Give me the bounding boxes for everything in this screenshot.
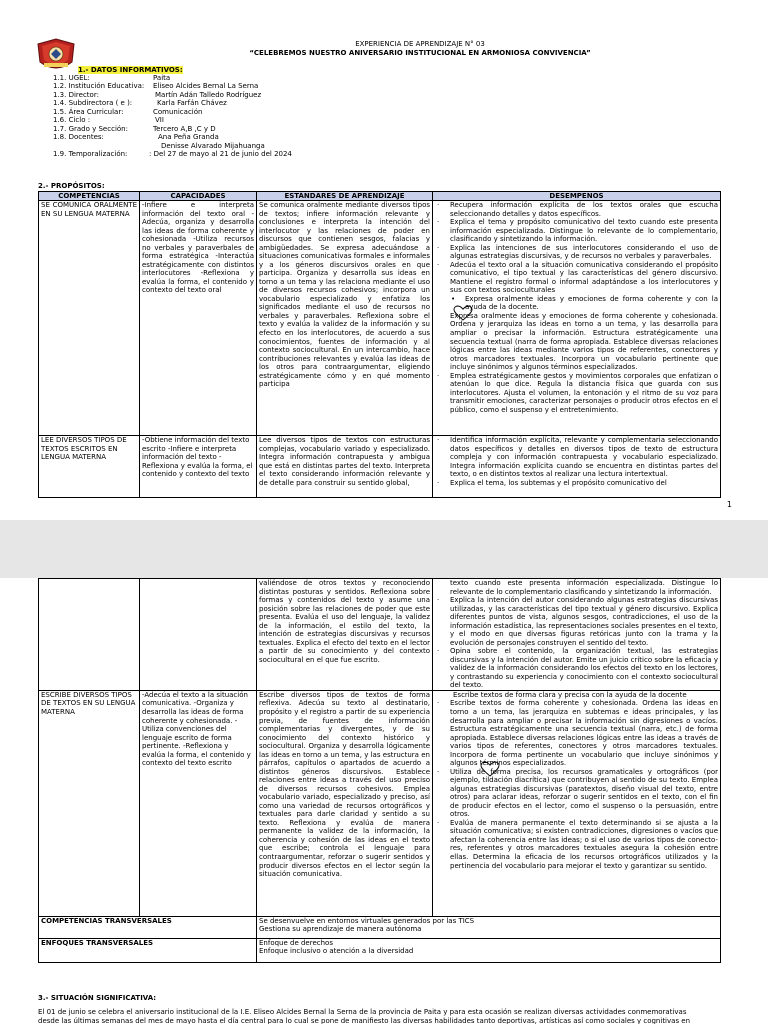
desempeno-item: Escribe textos de forma clara y precisa con la ayuda de la docente — [453, 690, 687, 699]
school-crest-logo — [36, 38, 76, 74]
document-header — [120, 40, 720, 57]
col-competencias: COMPETENCIAS — [39, 192, 140, 201]
transversales-label: COMPETENCIAS TRANSVERSALES — [39, 916, 257, 938]
page-number: 1 — [726, 500, 732, 509]
estandares-lee: Lee diversos tipos de textos con estructuras complejas, vocabulario variado y especializado. Integra información contrapuesta y ambigua que está en distintas partes del texto. Interpreta el texto considerando información relevante y de detalle para construir su sentido global, — [257, 436, 433, 498]
capacidades-lee-cont — [140, 579, 257, 691]
col-estandares: ESTÁNDARES DE APRENDIZAJE — [257, 192, 433, 201]
enfoques-label: ENFOQUES TRANSVERSALES — [39, 938, 257, 962]
desempeno-item: · Adecúa el texto oral a la situación comunicativa considerando el propósito comunicativo, el tipo textual y las características del género discursivo. Mantiene el registro formal o informal adaptándose a los interlocutores y sus con textos socioculturales — [435, 261, 718, 295]
desempenos-escribe — [433, 690, 721, 916]
desempeno-item: · Escribe textos de forma coherente y cohesionada. Ordena las ideas en torno a un tema, las jerarquiza en subtemas e ideas principales, y las desarrolla para ampliar o precisar la información sin digresiones o vacíos. Estructura estratégicamente una secuencia textual (narra, etc.) de forma apropiada. Establece diversas relaciones lógicas entre las ideas a través de varios tipos de referentes, conectores y otros marcadores textuales. Incorpora de forma pertinente un vocabulario que incluye sinónimos y algunos términos especializados. — [435, 699, 718, 767]
competencia-lee: LEE DIVERSOS TIPOS DE TEXTOS ESCRITOS EN LENGUA MATERNA — [39, 436, 140, 498]
experience-title: “CELEBREMOS NUESTRO ANIVERSARIO INSTITUCIONAL EN ARMONIOSA CONVIVENCIA” — [249, 48, 591, 57]
desempenos-lee — [433, 436, 721, 498]
heart-icon — [453, 305, 473, 321]
desempeno-item: · Explica el tema y propósito comunicativo del texto cuando este presenta información especializada. Distingue lo relevante de lo complementario, clasificando y sintetizando la información. — [435, 218, 718, 244]
capacidades-oral: -Infiere e interpreta información del texto oral -Adecúa, organiza y desarrolla las ideas de forma coherente y cohesionada -Utiliza recursos no verbales y paraverbales de forma estratégica -Interactúa estratégicamente con distintos interlocutores -Reflexiona y evalúa la forma, el contenido y contexto del texto oral — [140, 201, 257, 436]
estandares-oral: Se comunica oralmente mediante diversos tipos de textos; infiere información relevante y conclusiones e interpreta la intención del interlocutor y las relaciones de poder en discursos que contienen sesgos, falacias y ambigüedades. Se expresa adecuándose a situaciones comunicativas formales e informales y a los géneros discursivos orales en que participa. Organiza y desarrolla sus ideas en torno a un tema y las relaciona mediante el uso de diversos recursos cohesivos; incorpora un vocabulario especializado y enfatiza los significados mediante el uso de recursos no verbales y paraverbales. Reflexiona sobre el texto y evalúa la validez de la información y su efecto en los interlocutores, de acuerdo a sus conocimientos, fuentes de información y al contexto sociocultural. En un intercambio, hace contribuciones relevantes y evalúa las ideas de los otros para contraargumentar, eligiendo estratégicamente cómo y en qué momento participa — [257, 201, 433, 436]
transversales-items — [257, 916, 721, 938]
page-2 — [0, 578, 768, 1024]
col-capacidades: CAPACIDADES — [140, 192, 257, 201]
propositos-table — [38, 191, 721, 498]
desempenos-oral — [433, 201, 721, 436]
desempenos-lee-cont — [433, 579, 721, 691]
desempeno-item: · Opina sobre el contenido, la organización textual, las estrategias discursivas y la intención del autor. Emite un juicio crítico sobre la eficacia y validez de la información considerando los efectos del texto en los lectores, y contrastando su experiencia y conocimiento con el contexto sociocultural del texto. — [435, 647, 718, 690]
enfoque-item: Enfoque de derechos — [259, 938, 333, 947]
desempeno-item: · Explica las intenciones de sus interlocutores considerando el uso de algunas estrategias discursivas, y de recursos no verbales y paraverbales. — [435, 244, 718, 261]
desempeno-item: · Explica el tema, los subtemas y el propósito comunicativo del — [435, 479, 718, 488]
transversal-item: Gestiona su aprendizaje de manera autónoma — [259, 925, 422, 934]
enfoques-items — [257, 938, 721, 962]
enfoque-item: Enfoque inclusivo o atención a la diversidad — [259, 947, 414, 956]
estandares-lee-cont: valiéndose de otros textos y reconociendo distintas posturas y sentidos. Reflexiona sobre formas y contenidos del texto y asume una posición sobre las relaciones de poder que este presenta. Evalúa el uso del lenguaje, la validez de la información, el estilo del texto, la intención de estrategias discursivas y recursos textuales. Explica el efecto del texto en el lector a partir de su conocimiento y del contexto sociocultural en el que fue escrito. — [257, 579, 433, 691]
competencia-lee-cont — [39, 579, 140, 691]
heart-icon — [480, 761, 500, 777]
propositos-title: 2.- PROPÓSITOS: — [38, 182, 105, 190]
capacidades-lee: -Obtiene información del texto escrito -Infiere e interpreta información del texto -Reflexiona y evalúa la forma, el contenido y contexto del texto — [140, 436, 257, 498]
transversal-item: Se desenvuelve en entornos virtuales generados por las TICS — [259, 916, 475, 925]
col-desempenos: DESEMPEÑOS — [433, 192, 721, 201]
desempeno-item: · Recupera información explícita de los textos orales que escucha seleccionando detalles y datos específicos. — [435, 201, 718, 218]
desempeno-item: · Evalúa de manera permanente el texto determinando si se ajusta a la situación comunicativa; si existen contradicciones, digresiones o vacíos que afectan la coherencia entre las ideas; o si el uso de varios tipos de conecto-res, referentes y otros marcadores textuales asegura la cohesión entre ellas. Determina la eficacia de los recursos ortográficos utilizados y la pertinencia del vocabulario para mejorar el texto y garantizar su sentido. — [435, 819, 718, 870]
desempeno-item: · Emplea estratégicamente gestos y movimientos corporales que enfatizan o atenúan lo que dice. Regula la distancia física que guarda con sus interlocutores. Ajusta el volumen, la entonación y el ritmo de su voz para transmitir emociones, caracterizar personajes o producir otros efectos en el público, como el suspenso y el entretenimiento. — [435, 372, 718, 415]
desempeno-item: · Utiliza de forma precisa, los recursos gramaticales y ortográficos (por ejemplo, tildación diacrítica) que contribuyen al sentido de su texto. Emplea algunas estrategias discursivas (paratextos, diseño visual del texto, entre otros) para aclarar ideas, reforzar o sugerir sentidos en el texto, con el fin de producir efectos en el lector, como el suspenso o la persuasión, entre otros. — [435, 768, 718, 819]
desempeno-item: · Identifica información explícita, relevante y complementaria seleccionando datos específicos y detalles en diversos tipos de texto de estructura compleja y con información contrapuesta y vocabulario especializado. Integra información explícita cuando se encuentra en distintas partes del texto, o en distintos textos al realizar una lectura intertextual. — [435, 436, 718, 479]
experience-number: EXPERIENCIA DE APRENDIZAJE N° 03 — [355, 40, 485, 48]
situacion-title: 3.- SITUACIÓN SIGNIFICATIVA: — [38, 994, 157, 1002]
desempeno-item: Expresa oralmente ideas y emociones de forma coherente y cohesionada. Ordena y jerarquiza las ideas en torno a un tema, y las desarrolla para ampliar o precisar la información. Estructura estratégicamente una secuencia textual (narra de forma apropiada. Establece diversas relaciones lógicas entre las ideas mediante varios tipos de referentes, conectores y otros marcadores textuales. Incorpora un vocabulario pertinente que incluye sinónimos y algunos términos especializados. — [450, 311, 718, 372]
desempeno-item: · Explica la intención del autor considerando algunas estrategias discursivas utilizadas, y las características del tipo textual y género discursivo. Explica diferentes puntos de vista, algunos sesgos, contradicciones, el uso de la información estadística, las representaciones sociales presentes en el texto, y el modo en que diversas figuras retóricas junto con la trama y la evolución de personajes construyen el sentido del texto. — [435, 596, 718, 647]
page-1: EXPERIENCIA DE APRENDIZAJE N° 03 “CELEBREMOS NUESTRO ANIVERSARIO INSTITUCIONAL EN ARMONIOSA CONVIVENCIA” 1.- DATOS INFORMATIVOS: 1.1. UGEL: Paita 1.2. Institución Educativa: Eliseo Alcides Bernal La Serna 1.3. Director: Martín Adán Talledo Rodríguez 1.4. Subdirectora ( e ): Karla Farfán Chávez 1.5. Área Curricular: Comunicación 1.6. Ciclo : VII 1.7. Grado y Sección: Tercero A,B ,C y D 1.8. Docentes: Ana Peña Granda Denisse Alvarado Mijahuanga 1.9. Temporalización: : Del 27 de mayo al 21 de junio del 2024 2.- PROPÓSITOS: COMPETENCIAS CAPACIDADES ESTÁNDARES DE APRENDIZAJE DESEMPEÑOS SE COMUNICA ORALMENTE EN SU LENGUA MATERNA -Infiere e interpreta información del texto oral -Adecúa, organiza y desarrolla las ideas de forma coherente y cohesionada -Utiliza recursos no verbales y paraverbales de forma estratégica -Interactúa estratégicamente con distintos interlocutores -Reflexiona y evalúa la forma, el contenido y contexto del texto oral Se comunica oralmente mediante diversos tipos de textos; infiere información relevante y conclusiones e interpreta la intención del interlocutor y las relaciones de poder en discursos que contienen sesgos, falacias y ambigüedades. Se expresa adecuándose a situaciones comunicativas formales e informales y a los géneros discursivos orales en que participa. Organiza y desarrolla sus ideas en torno a un tema y las relaciona mediante el uso de diversos recursos cohesivos; incorpora un vocabulario especializado y enfatiza los significados mediante el uso de recursos no verbales y paraverbales. Reflexiona sobre el texto y evalúa la validez de la información y su efecto en los interlocutores, de acuerdo a sus conocimientos, fuentes de información y al contexto sociocultural. En un intercambio, hace contribuciones relevantes y evalúa las ideas de los otros para contraargumentar, eligiendo estratégicamente cómo y en qué momento participa · Recupera información explícita de los textos orales que escucha seleccionando detalles y datos específicos. · Explica el tema y propósito comunicativo del texto cuando este presenta información especializada. Distingue lo relevante de lo complementario, clasificando y sintetizando la información. · Explica las intenciones de sus interlocutores considerando el uso de algunas estrategias discursivas, y de recursos no verbales y paraverbales. · Adecúa el texto oral a la situación comunicativa considerando el propósito comunicativo, el tipo textual y las características del género discursivo. Mantiene el registro formal o informal adaptándose a los interlocutores y sus con textos socioculturales • Expresa oralmente ideas y emociones de forma coherente y con la ayuda de la docente. Expresa oralmente ideas y emociones de forma coherente y cohesionada. Ordena y jerarquiza las ideas en torno a un tema, y las desarrolla para ampliar o precisar la información. Estructura estratégicamente una secuencia textual (narra de forma apropiada. Establece diversas relaciones lógicas entre las ideas mediante varios tipos de referentes, conectores y otros marcadores textuales. Incorpora un vocabulario pertinente que incluye sinónimos y algunos términos especializados. · Emplea estratégicamente gestos y movimientos corporales que enfatizan o atenúan lo que dice. Regula la distancia física que guarda con sus interlocutores. Ajusta el volumen, la entonación y el ritmo de su voz para transmitir emociones, caracterizar personajes o producir otros efectos en el público, como el suspenso y el entretenimiento. LEE DIVERSOS TIPOS DE TEXTOS ESCRITOS EN LENGUA MATERNA -Obtiene información del texto escrito -Infiere e interpreta información del texto -Reflexiona y evalúa la forma, el contenido y contexto del texto Lee diversos tipos de textos con estructuras complejas, vocabulario variado y especializado. Integra información contrapuesta y ambigua que está en distintas partes del texto. Interpreta el texto considerando información relevante y de detalle para construir su sentido global, · Identifica información explícita, relevante y complementaria seleccionando datos específicos y detalles en diversos tipos de texto de estructura compleja y con información contrapuesta y vocabulario especializado. Integra información explícita cuando se encuentra en distintas partes del texto, o en distintos textos al realizar una lectura intertextual. · Explica el tema, los subtemas y el propósito comunicativo del 1 — [0, 0, 768, 520]
competencia-escribe: ESCRIBE DIVERSOS TIPOS DE TEXTOS EN SU LENGUA MATERNA — [39, 690, 140, 916]
capacidades-escribe: -Adecúa el texto a la situación comunicativa. -Organiza y desarrolla las ideas de forma coherente y cohesionada. -Utiliza convenciones del lenguaje escrito de forma pertinente. -Reflexiona y evalúa la forma, el contenido y contexto del texto escrito — [140, 690, 257, 916]
situacion-line: El 01 de junio se celebra el aniversario institucional de la I.E. Eliseo Alcides Bernal la Serna de la provincia de Paita y para esta ocasión se realizan diversas actividades conmemorativas — [38, 1008, 687, 1016]
competencia-oral: SE COMUNICA ORALMENTE EN SU LENGUA MATERNA — [39, 201, 140, 436]
situacion-text — [38, 1008, 738, 1024]
datos-title: 1.- DATOS INFORMATIVOS: — [78, 66, 183, 74]
desempeno-item: texto cuando este presenta información especializada. Distingue lo relevante de lo complementario clasificando y sintetizando la información. — [450, 579, 718, 596]
propositos-table-continued — [38, 578, 721, 963]
situacion-line: desde las últimas semanas del mes de mayo hasta el día central para lo cual se pone de manifiesto las diversas habilidades tanto deportivas, artísticas así como sociales y cognitivas en — [38, 1016, 691, 1024]
desempeno-item: • Expresa oralmente ideas y emociones de forma coherente y con la ayuda de la docente. — [435, 295, 718, 312]
estandares-escribe: Escribe diversos tipos de textos de forma reflexiva. Adecúa su texto al destinatario, propósito y el registro a partir de su experiencia previa, de fuentes de información complementarias y divergentes, y de su conocimiento del contexto histórico y sociocultural. Organiza y desarrolla lógicamente las ideas en torno a un tema, y las estructura en párrafos, capítulos o apartados de acuerdo a distintos géneros discursivos. Establece relaciones entre ideas a través del uso preciso de diversos recursos cohesivos. Emplea vocabulario variado, especializado y preciso, así como una variedad de recursos ortográficos y textuales para darle claridad y sentido a su texto. Reflexiona y evalúa de manera permanente la validez de la información, la coherencia y cohesión de las ideas en el texto que escribe; controla el lenguaje para contraargumentar, reforzar o sugerir sentidos y producir diversos efectos en el lector según la situación comunicativa. — [257, 690, 433, 916]
